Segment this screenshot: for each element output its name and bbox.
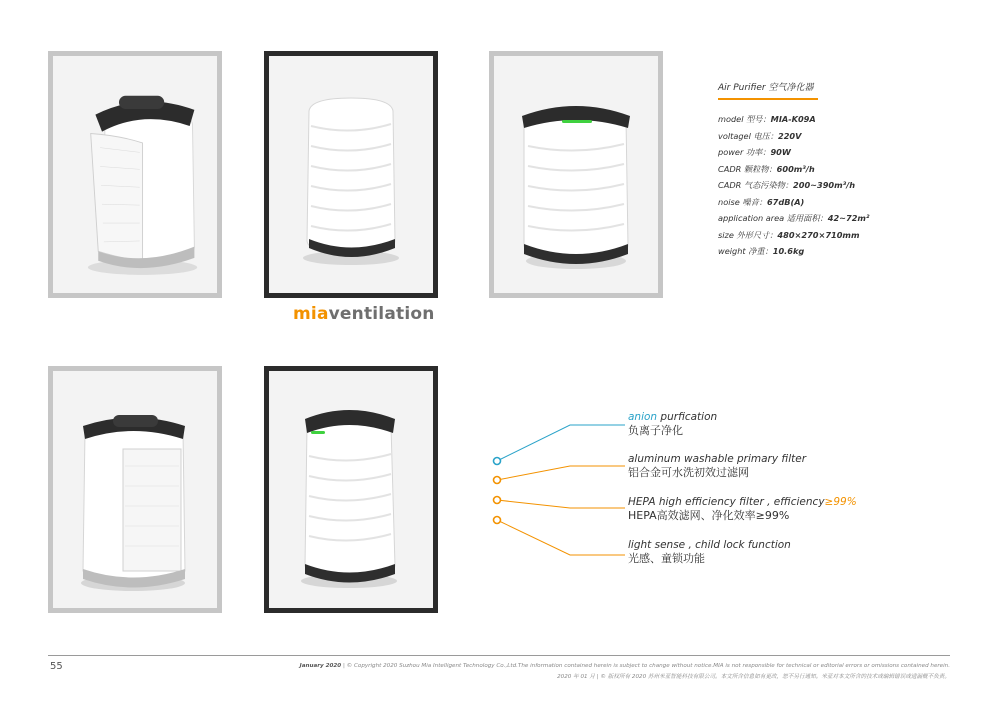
footer-copyright-en: January 2020 | © Copyright 2020 Suzhou Mia Intelligent Technology Co.,Ltd.The information contained herein is subject to change without notice.MIA is not responsible for technical or editorial errors or omissions contained herein. <box>299 663 950 669</box>
spec-item-model: model 型号：MIA-K09A <box>718 114 816 124</box>
callout-dot <box>494 497 501 504</box>
product-photo-2 <box>264 51 438 298</box>
air-purifier-image <box>53 56 217 293</box>
callout-dot <box>494 458 501 465</box>
spec-item-cadr-particles: CADR 颗粒物：600m³/h <box>718 163 815 174</box>
feature-anion: anion purfication 负离子净化 <box>628 411 718 437</box>
feature-hepa: HEPA high efficiency filter , efficiency≥99% HEPA高效滤网、净化效率≥99% <box>628 496 857 522</box>
spec-item-noise: noise 噪音：67dB(A) <box>718 196 805 207</box>
footer-copyright-cn: 2020 年 01 月 | © 版权所有 2020 苏州米亚智能科技有限公司。本文所含信息如有更改，恕不另行通知。米亚对本文所含的技术或编辑错误或遗漏概不负责。 <box>557 674 950 680</box>
spec-item-weight: weight 净重：10.6kg <box>718 246 805 256</box>
brand-logo: miaventilation <box>293 304 435 324</box>
spec-item-voltage: voltagel 电压：220V <box>718 130 802 141</box>
footer-divider <box>48 655 950 656</box>
air-purifier-image <box>494 56 658 293</box>
callout-dot <box>494 517 501 524</box>
product-photo-5 <box>264 366 438 613</box>
feature-primary-filter: aluminum washable primary filter 铝合金可水洗初效过滤网 <box>628 453 807 479</box>
callout-dot <box>494 477 501 484</box>
product-photo-4 <box>48 366 222 613</box>
spec-item-cadr-gas: CADR 气态污染物：200~390m³/h <box>718 180 856 190</box>
product-photo-1 <box>48 51 222 298</box>
air-purifier-image <box>269 56 433 293</box>
spec-list <box>718 111 870 260</box>
spec-item-size: size 外形尺寸：480×270×710mm <box>718 229 860 240</box>
feature-light-sense: light sense , child lock function 光感、童锁功能 <box>628 539 791 565</box>
product-photo-3 <box>489 51 663 298</box>
spec-title: Air Purifier 空气净化器 <box>718 83 814 93</box>
air-purifier-image <box>53 371 217 608</box>
spec-item-power: power 功率：90W <box>718 147 791 157</box>
air-purifier-image <box>269 371 433 608</box>
spec-title-underline <box>718 98 818 100</box>
page-number: 55 <box>50 661 63 672</box>
spec-item-area: application area 适用面积：42~72m² <box>718 213 870 223</box>
